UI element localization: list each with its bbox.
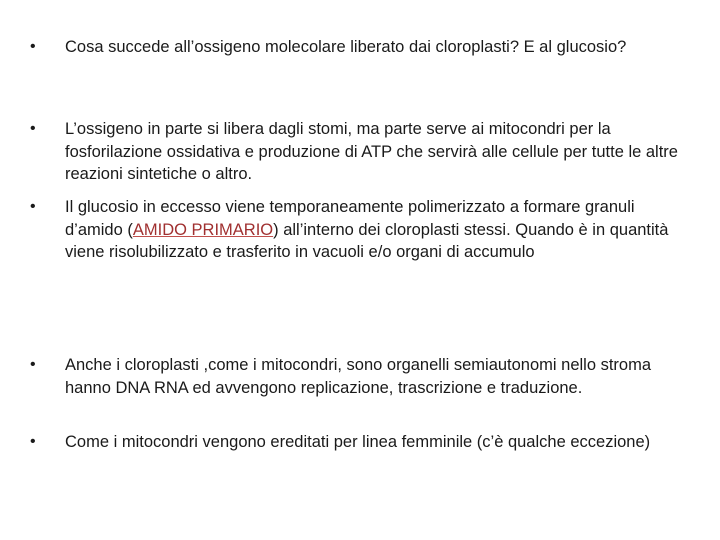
bullet-text-before: Il glucosio in eccesso viene temporaneamente polimerizzato a formare granuli d’amido ( <box>65 198 635 239</box>
bullet-marker: • <box>30 198 36 215</box>
bullet-marker: • <box>30 433 36 450</box>
bullet-text: L’ossigeno in parte si libera dagli stomi, ma parte serve ai mitocondri per la fosforilazione ossidativa e produzione di ATP che servirà alle cellule per tutte le altre reazioni sintetiche o altro. <box>65 120 678 183</box>
bullet-text: Anche i cloroplasti ,come i mitocondri, sono organelli semiautonomi nello stroma hanno DNA RNA ed avvengono replicazione, trascrizione e traduzione. <box>65 356 652 397</box>
bullet-marker: • <box>30 120 36 137</box>
bullet-text <box>65 196 680 264</box>
bullet-text-after: ) all’interno dei cloroplasti stessi. Quando è in quantità viene risolubilizzato e trasferito in vacuoli e/o organi di accumulo <box>65 220 669 261</box>
bullet-item-chloroplasts-semiautonomous <box>30 354 680 399</box>
bullet-marker: • <box>30 38 36 55</box>
amido-primario-highlight: AMIDO PRIMARIO <box>132 220 274 239</box>
bullet-text: Cosa succede all’ossigeno molecolare liberato dai cloroplasti? E al glucosio? <box>65 38 627 56</box>
bullet-item-oxygen-answer <box>30 118 680 186</box>
bullet-item-oxygen-question <box>30 36 680 59</box>
bullet-marker: • <box>30 356 36 373</box>
bullet-item-glucose-answer <box>30 196 680 264</box>
bullet-text: Come i mitocondri vengono ereditati per linea femminile (c’è qualche eccezione) <box>65 433 651 451</box>
bullet-item-maternal-inheritance <box>30 431 680 454</box>
